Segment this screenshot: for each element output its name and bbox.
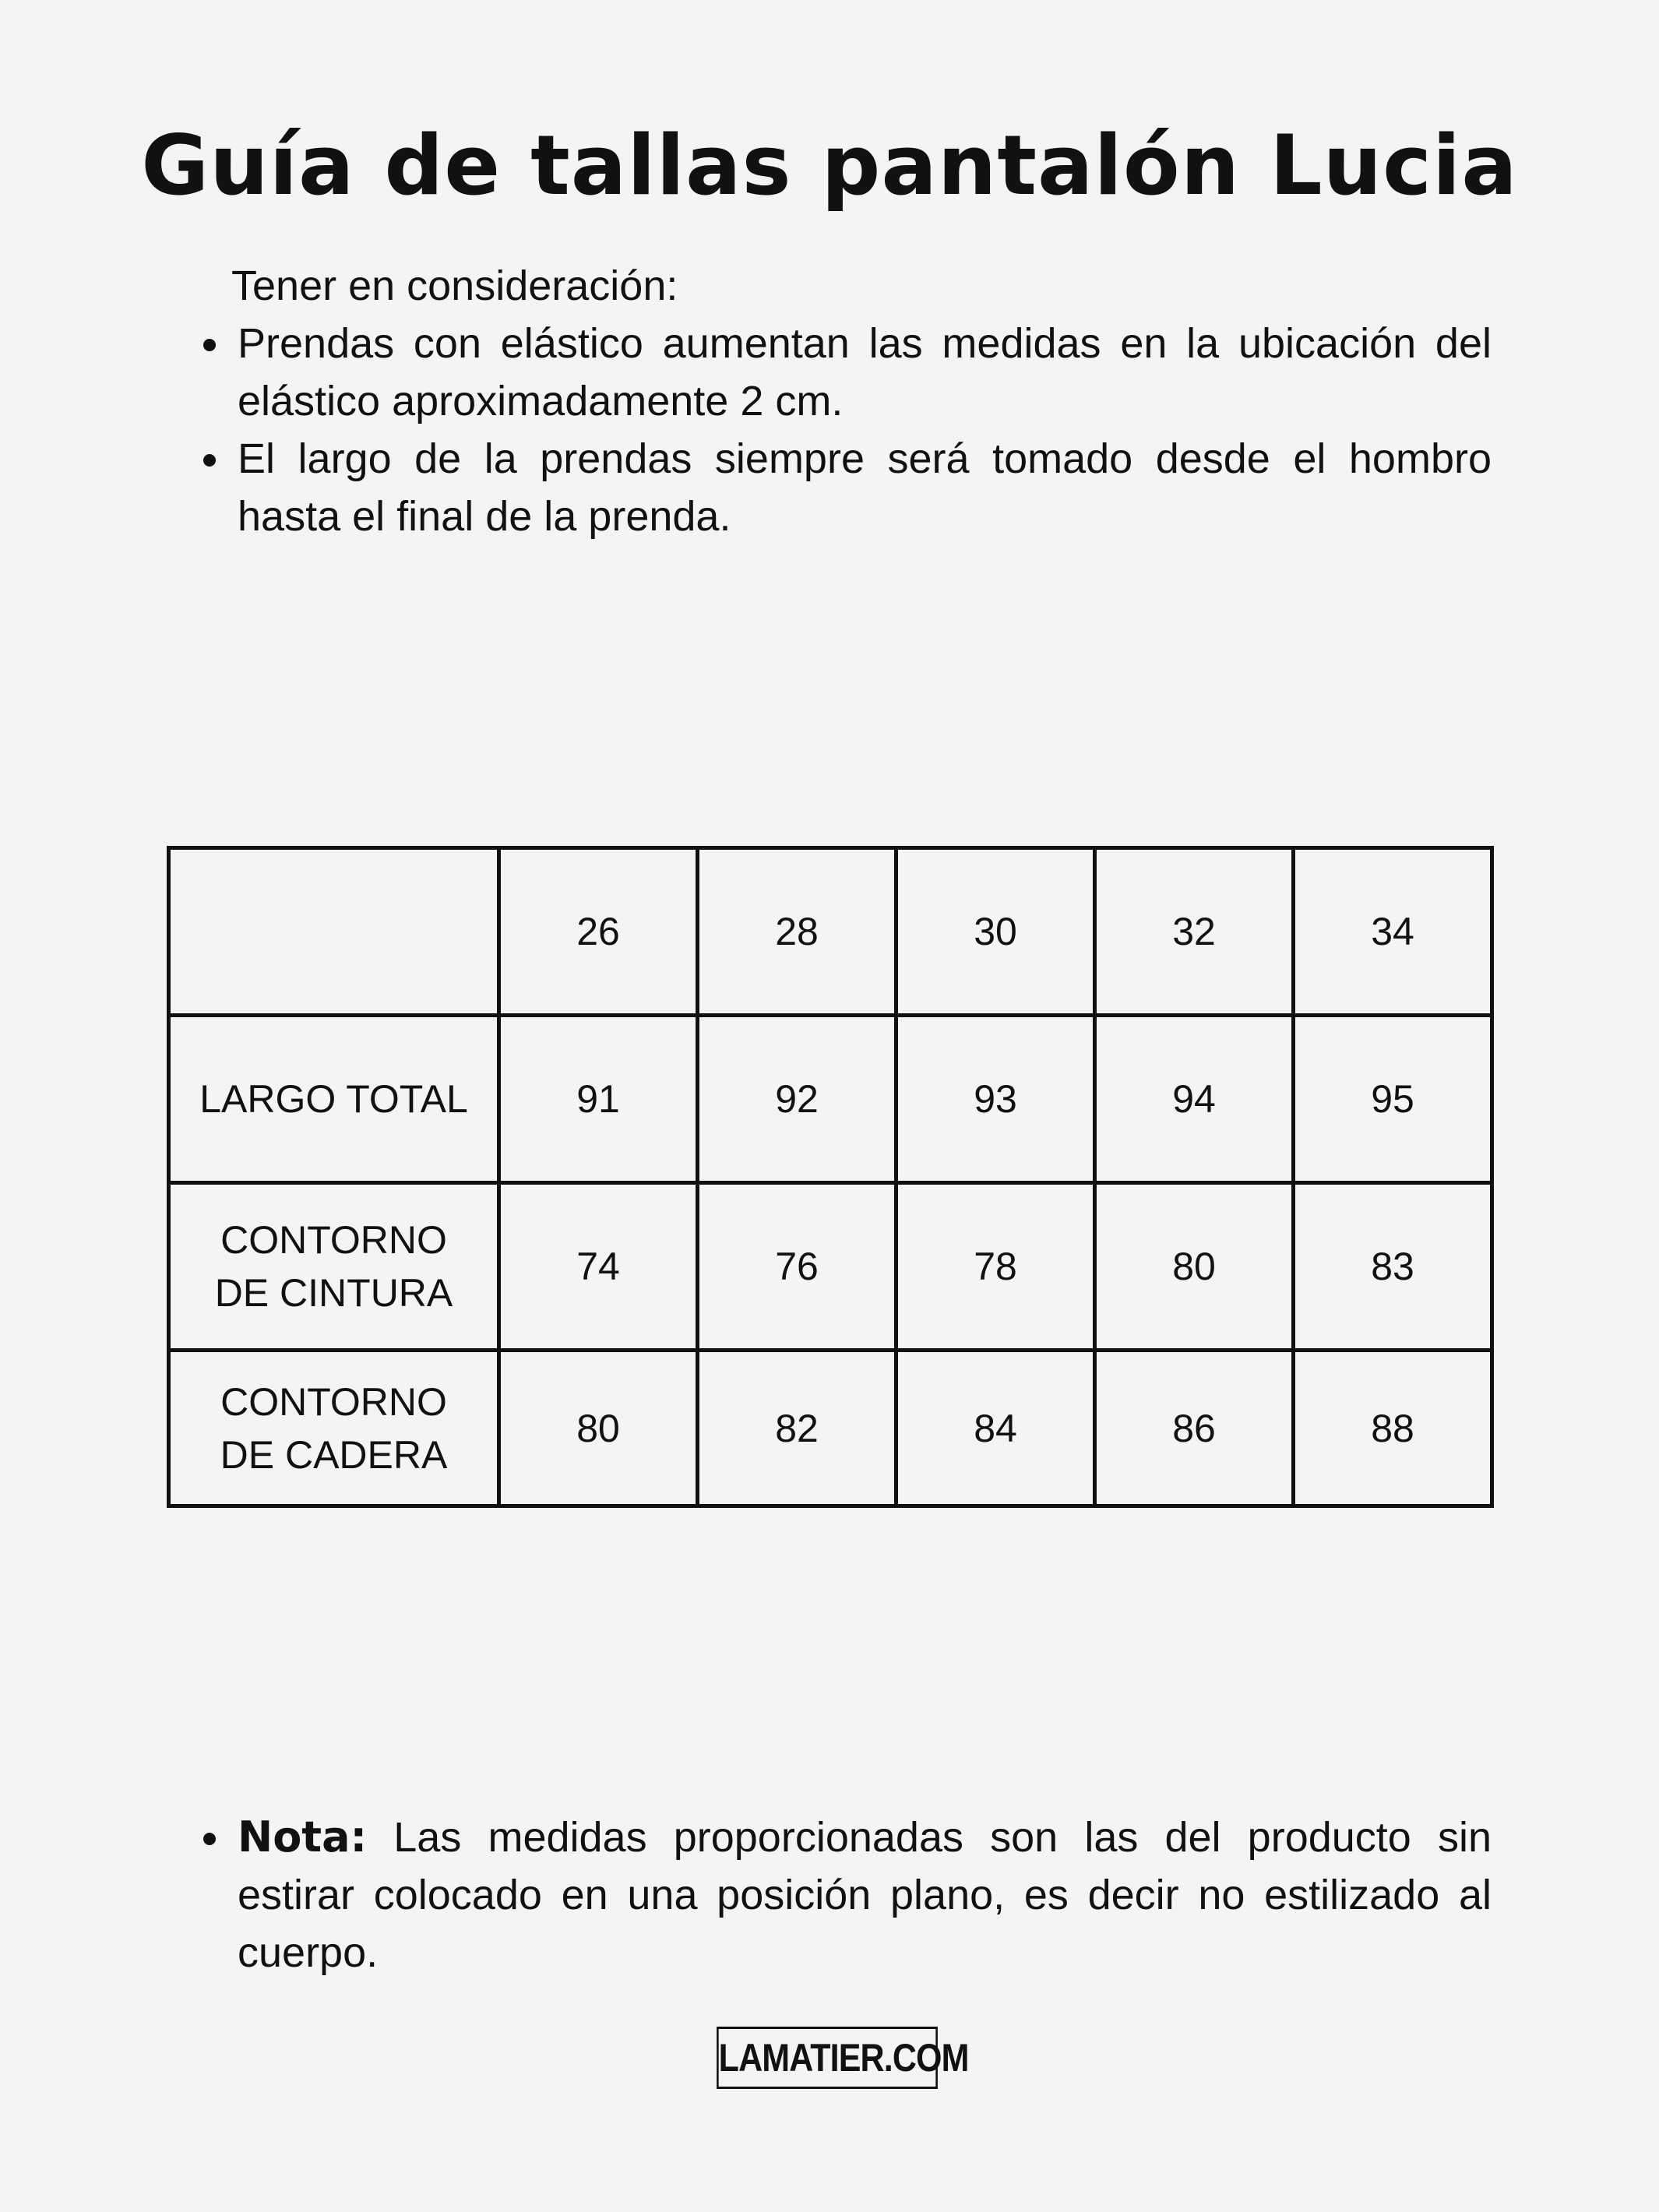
table-cell: 92 — [698, 1016, 896, 1183]
table-cell: 82 — [698, 1351, 896, 1506]
size-header-cell: 26 — [499, 848, 698, 1016]
considerations-heading: Tener en consideración: — [231, 262, 678, 309]
table-cell: 80 — [1095, 1183, 1294, 1351]
table-header-row — [169, 848, 1492, 1016]
note-list — [238, 1809, 1492, 1981]
table-cell: 74 — [499, 1183, 698, 1351]
table-row — [169, 1016, 1492, 1183]
row-label-line: CONTORNO — [220, 1379, 447, 1424]
bullet-icon — [203, 454, 216, 467]
row-label-cell — [169, 1016, 499, 1183]
size-header-cell: 34 — [1294, 848, 1492, 1016]
table-cell: 86 — [1095, 1351, 1294, 1506]
row-label-line: CONTORNO — [220, 1218, 447, 1262]
bullet-icon — [203, 339, 216, 351]
table-cell: 93 — [896, 1016, 1095, 1183]
table-row — [169, 1183, 1492, 1351]
consideration-text: Prendas con elástico aumentan las medidas en la ubicación del elástico aproximadamente 2 cm. — [238, 320, 1492, 424]
row-label-cell — [169, 1183, 499, 1351]
size-table — [167, 846, 1494, 1508]
row-label-line: DE CINTURA — [214, 1271, 453, 1315]
table-cell: 95 — [1294, 1016, 1492, 1183]
list-item — [238, 315, 1492, 430]
table-cell: 83 — [1294, 1183, 1492, 1351]
table-cell: 91 — [499, 1016, 698, 1183]
page-title: Guía de tallas pantalón Lucia — [141, 118, 1518, 213]
note-text: Las medidas proporcionadas son las del producto sin estirar colocado en una posición plano, es decir no estilizado al cuerpo. — [238, 1814, 1492, 1976]
table-cell: 80 — [499, 1351, 698, 1506]
table-cell: 94 — [1095, 1016, 1294, 1183]
table-cell: 88 — [1294, 1351, 1492, 1506]
brand-badge: LAMATIER.COM — [717, 2027, 938, 2089]
bullet-icon — [203, 1833, 216, 1845]
row-label-line: DE CADERA — [220, 1432, 448, 1477]
size-header-cell: 30 — [896, 848, 1095, 1016]
table-cell: 78 — [896, 1183, 1095, 1351]
size-header-cell: 32 — [1095, 848, 1294, 1016]
list-item — [238, 1809, 1492, 1981]
note-label: Nota: — [238, 1812, 368, 1862]
list-item — [238, 430, 1492, 545]
row-label-line: LARGO TOTAL — [199, 1077, 468, 1121]
table-corner-cell — [169, 848, 499, 1016]
size-header-cell: 28 — [698, 848, 896, 1016]
row-label-cell — [169, 1351, 499, 1506]
table-cell: 84 — [896, 1351, 1095, 1506]
table-cell: 76 — [698, 1183, 896, 1351]
considerations-list — [238, 315, 1492, 545]
table-row — [169, 1351, 1492, 1506]
consideration-text: El largo de la prendas siempre será tomado desde el hombro hasta el final de la prenda. — [238, 435, 1492, 540]
